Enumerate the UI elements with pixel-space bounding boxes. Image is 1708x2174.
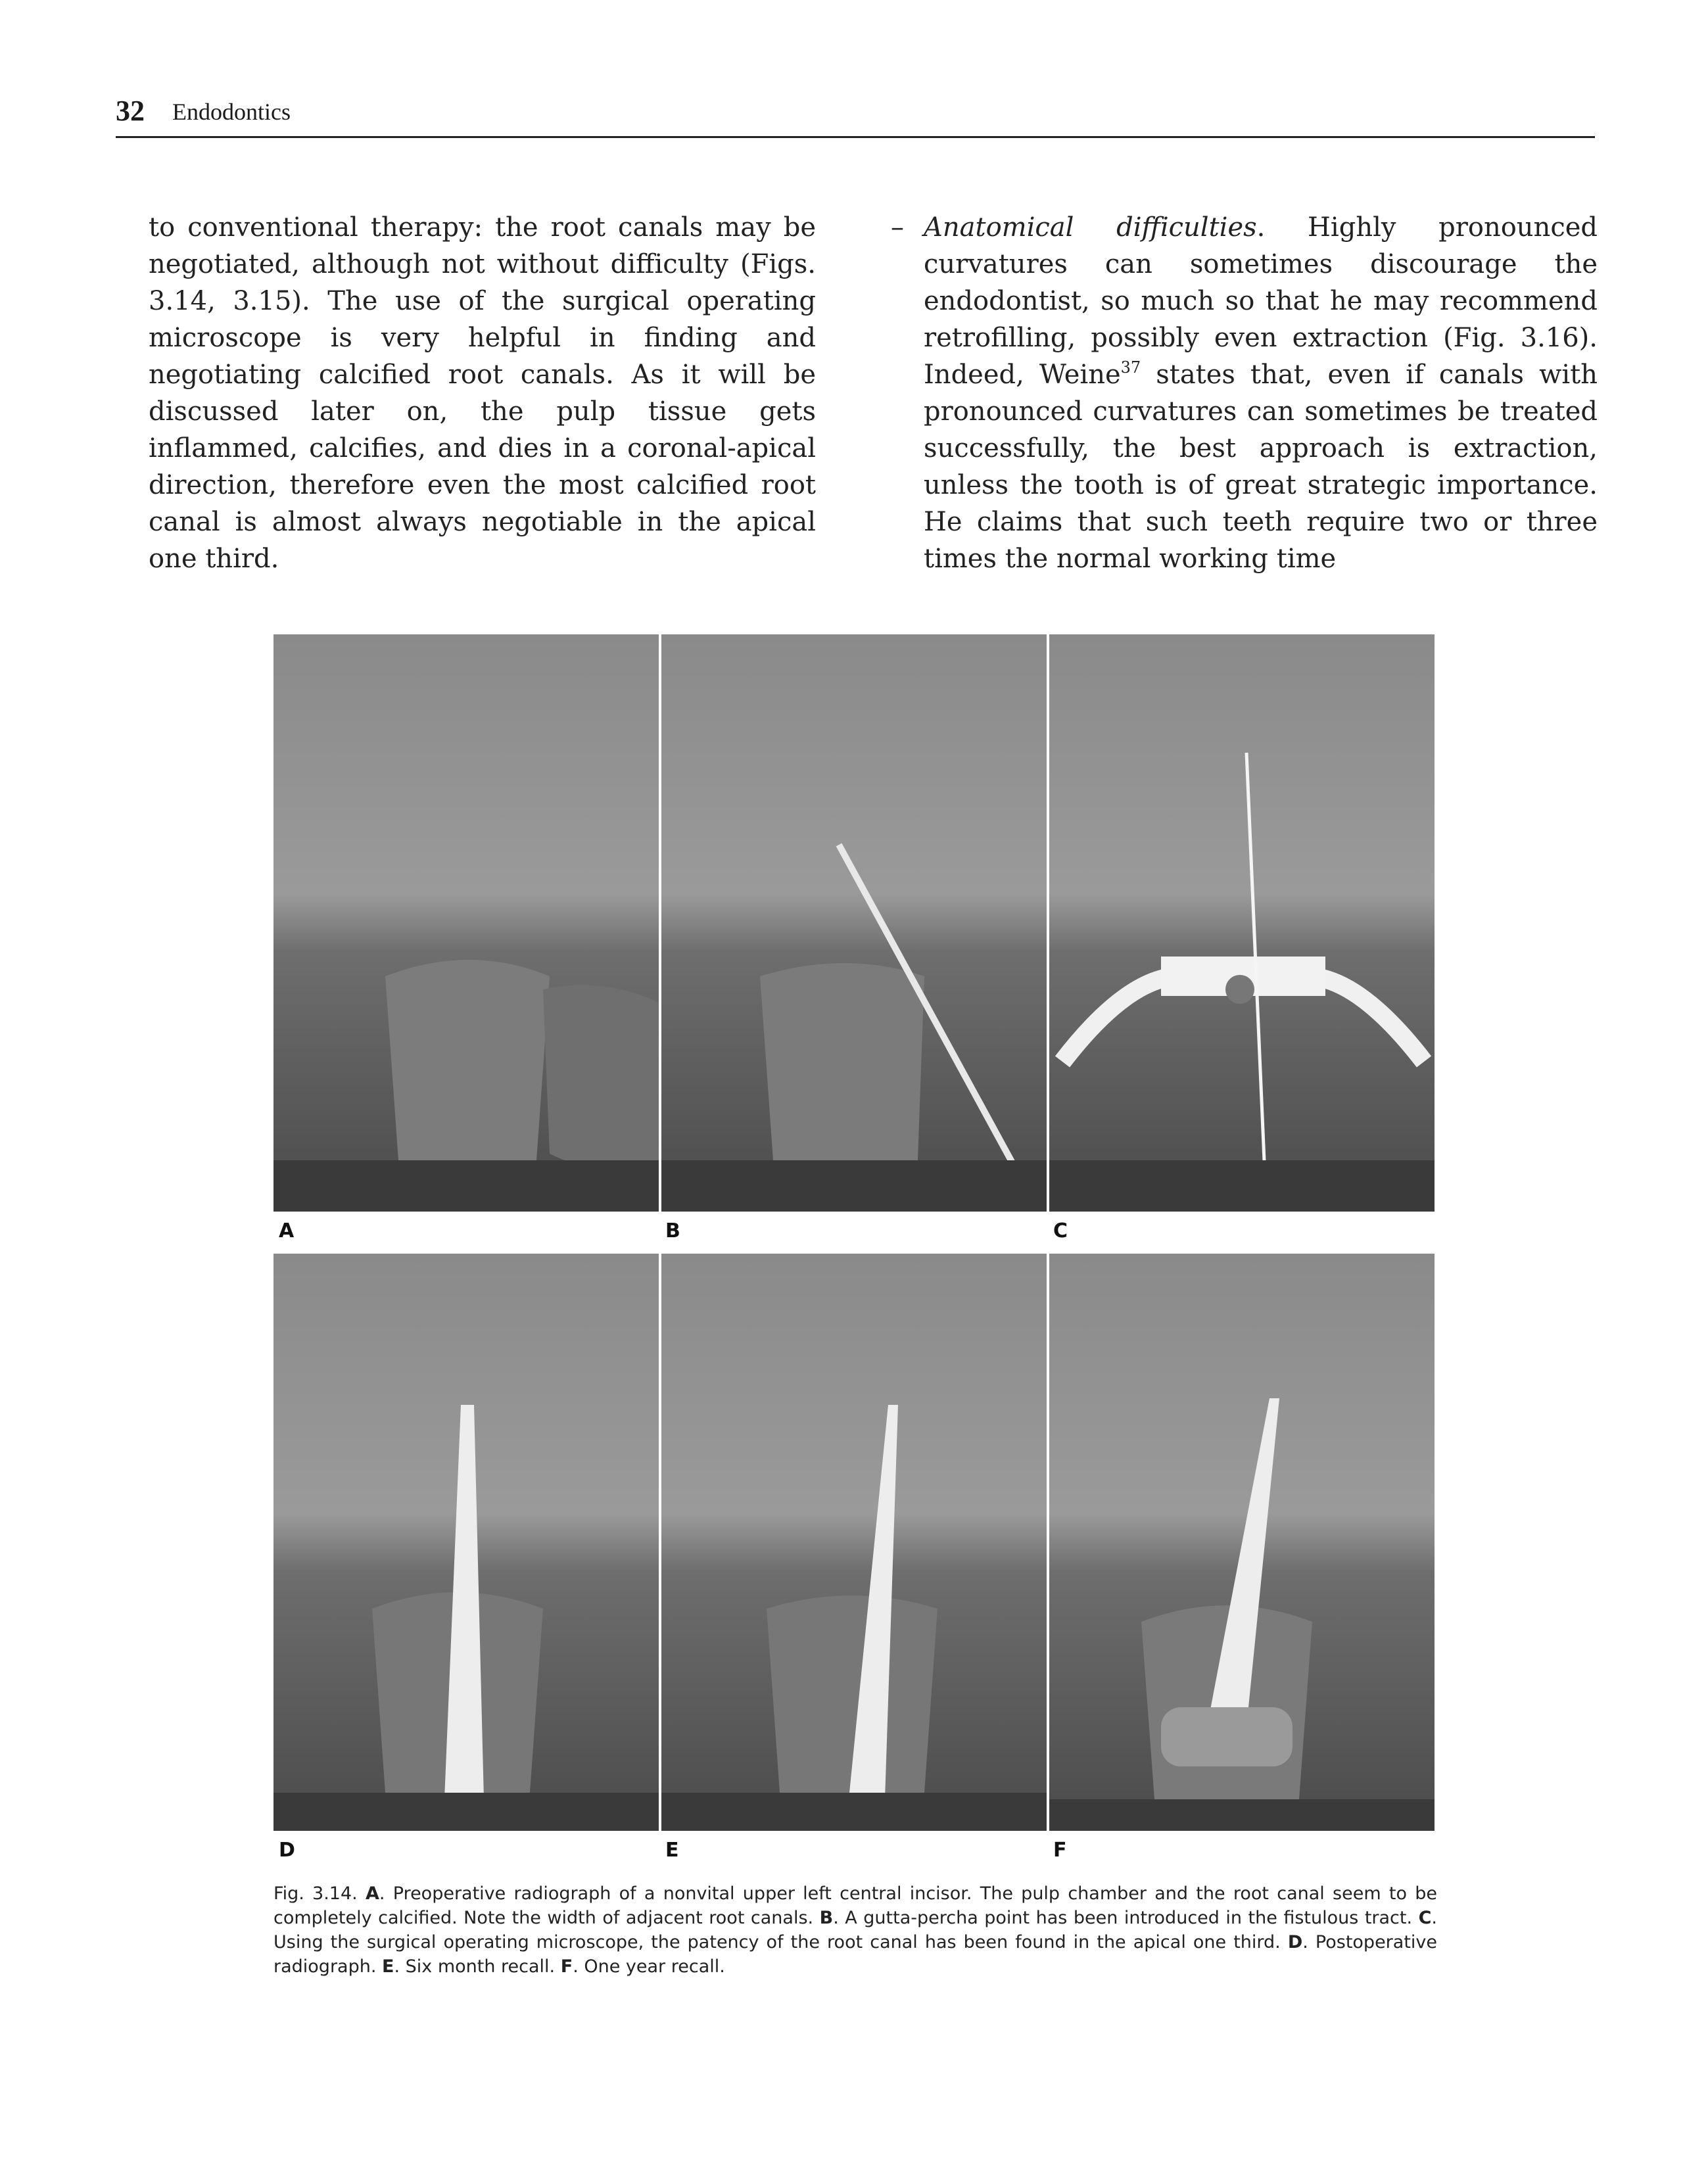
radiograph-panel-c [1049,634,1435,1212]
panel-label-c: C [1053,1219,1068,1242]
right-text-part-1: . Highly pronounced curvatures can sometimes discourage the endodontist, so much so that he may recommend retrofilling, possibly even extraction (Fig. 3.16). Indeed, Weine [924,212,1598,390]
caption-text-b: . A gutta-percha point has been introduced in the fistulous tract. [833,1908,1419,1928]
caption-text-c: . Using the surgical operating microscope, the patency of the root canal has been found in the apical one third. [273,1908,1438,1952]
radiograph-image-e [661,1254,1047,1831]
caption-label-f: F [560,1956,573,1977]
panel-label-d: D [279,1839,295,1862]
right-column-text [924,209,1598,577]
radiograph-image-c [1049,634,1435,1212]
page-header [116,94,1595,138]
caption-label-c: C [1418,1908,1432,1928]
caption-label-e: E [382,1956,394,1977]
reference-marker: 37 [1120,358,1141,377]
list-bullet: – [891,212,904,243]
caption-label-a: A [366,1883,379,1904]
radiograph-image-b [661,634,1047,1212]
caption-label-d: D [1287,1932,1303,1952]
right-column [891,209,1598,577]
radiograph-panel-a [273,634,659,1212]
caption-fig-id: Fig. 3.14. [273,1883,358,1904]
caption-label-b: B [819,1908,834,1928]
radiograph-panel-f [1049,1254,1435,1831]
panel-label-e: E [665,1839,679,1862]
caption-text-e: . Six month recall. [394,1956,561,1977]
running-title: Endodontics [172,99,291,125]
left-column-text: to conventional therapy: the root canals may be negotiated, although not without difficulty (Figs. 3.14, 3.15). The use of the surgical operating microscope is very helpful in finding and negotiating calcified root canals. As it will be discussed later on, the pulp tissue gets inflammed, calcifies, and dies in a coronal-apical direction, therefore even the most calcified root canal is almost always negotiable in the apical one third. [149,212,816,574]
panel-label-f: F [1053,1839,1067,1862]
radiograph-panel-b [661,634,1047,1212]
right-text-part-2: states that, even if canals with pronounced curvatures can sometimes be treated successfully, the best approach is extraction, unless the tooth is of great strategic importance. He claims that such teeth require two or three times the normal working time [924,360,1598,574]
radiograph-panel-d [273,1254,659,1831]
radiograph-panel-e [661,1254,1047,1831]
radiograph-image-a [273,634,659,1212]
figure-caption [273,1881,1437,1979]
radiograph-image-d [273,1254,659,1831]
left-column [149,209,816,577]
caption-text-a: . Preoperative radiograph of a nonvital upper left central incisor. The pulp chamber and the root canal seem to be completely calcified. Note the width of adjacent root canals. [273,1883,1437,1928]
panel-label-b: B [665,1219,680,1242]
radiograph-image-f [1049,1254,1435,1831]
caption-text-f: . One year recall. [573,1956,725,1977]
panel-label-a: A [279,1219,295,1242]
caption-text-d: . Postoperative radiograph. [273,1932,1438,1977]
list-heading: Anatomical difficulties [924,212,1257,243]
page-number: 32 [116,95,145,127]
